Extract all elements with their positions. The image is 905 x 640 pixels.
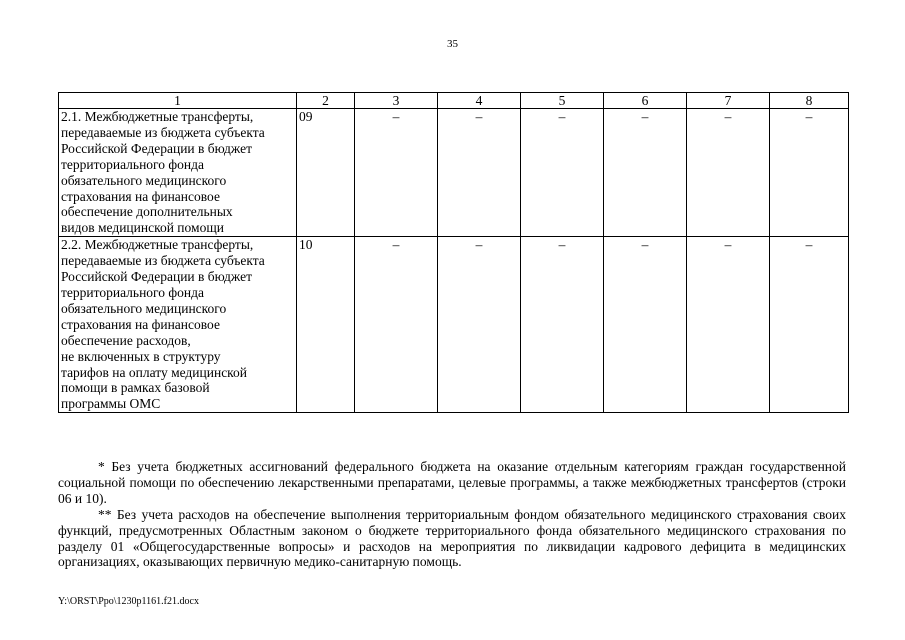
header-cell: 8 xyxy=(770,93,849,109)
row-label xyxy=(59,237,297,413)
row-value: – xyxy=(521,109,604,237)
row-value: – xyxy=(604,237,687,413)
row-value: – xyxy=(438,109,521,237)
budget-table xyxy=(58,92,849,413)
row-label-line: помощи в рамках базовой xyxy=(61,380,210,396)
row-value: – xyxy=(438,237,521,413)
header-cell: 5 xyxy=(521,93,604,109)
row-value: – xyxy=(355,237,438,413)
footnote-single-asterisk: * Без учета бюджетных ассигнований федерального бюджета на оказание отдельным категориям граждан государственной социальной помощи по обеспечению лекарственными препаратами, целевые программы, а также межбюджетных трансфертов (строки 06 и 10). xyxy=(58,459,846,506)
footnotes xyxy=(58,459,846,570)
row-value: – xyxy=(770,237,849,413)
row-code: 09 xyxy=(297,109,355,237)
row-label-line: не включенных в структуру xyxy=(61,348,221,364)
footnote-double-asterisk: ** Без учета расходов на обеспечение выполнения территориальным фондом обязательного медицинского страхования своих функций, предусмотренных Областным законом о бюджете территориального фонда обязательного медицинского страхования по разделу 01 «Общегосударственные вопросы» и расходов на мероприятия по ликвидации кадрового дефицита в медицинских организациях, оказывающих первичную медико-санитарную помощь. xyxy=(58,506,846,570)
header-cell: 2 xyxy=(297,93,355,109)
row-label-line: 2.1. Межбюджетные трансферты, xyxy=(61,109,254,124)
header-cell: 7 xyxy=(687,93,770,109)
row-code: 10 xyxy=(297,237,355,413)
row-value: – xyxy=(687,109,770,237)
row-value: – xyxy=(604,109,687,237)
table-row xyxy=(59,109,849,237)
row-label-line: страхования на финансовое xyxy=(61,188,220,204)
header-cell: 1 xyxy=(59,93,297,109)
row-label-line: территориального фонда xyxy=(61,156,204,172)
table-row xyxy=(59,237,849,413)
row-label xyxy=(59,109,297,237)
row-label-line: обязательного медицинского xyxy=(61,172,227,188)
header-cell: 3 xyxy=(355,93,438,109)
row-label-line: видов медицинской помощи xyxy=(61,220,224,236)
row-label-line: передаваемые из бюджета субъекта xyxy=(61,124,265,140)
row-label-line: 2.2. Межбюджетные трансферты, xyxy=(61,237,254,253)
header-cell: 6 xyxy=(604,93,687,109)
row-value: – xyxy=(355,109,438,237)
row-label-line: обязательного медицинского xyxy=(61,300,227,316)
document-file-path: Y:\ORST\Ppo\1230p1161.f21.docx xyxy=(58,596,199,607)
row-label-line: передаваемые из бюджета субъекта xyxy=(61,253,265,269)
row-label-line: тарифов на оплату медицинской xyxy=(61,364,248,380)
row-label-line: обеспечение дополнительных xyxy=(61,204,233,220)
row-value: – xyxy=(687,237,770,413)
row-label-line: обеспечение расходов, xyxy=(61,332,191,348)
row-label-line: Российской Федерации в бюджет xyxy=(61,269,252,285)
row-label-line: территориального фонда xyxy=(61,284,204,300)
row-value: – xyxy=(521,237,604,413)
page-number: 35 xyxy=(447,38,458,50)
header-row xyxy=(59,93,849,109)
header-cell: 4 xyxy=(438,93,521,109)
row-label-line: страхования на финансовое xyxy=(61,316,220,332)
row-label-line: программы ОМС xyxy=(61,396,161,412)
row-value: – xyxy=(770,109,849,237)
row-label-line: Российской Федерации в бюджет xyxy=(61,140,252,156)
